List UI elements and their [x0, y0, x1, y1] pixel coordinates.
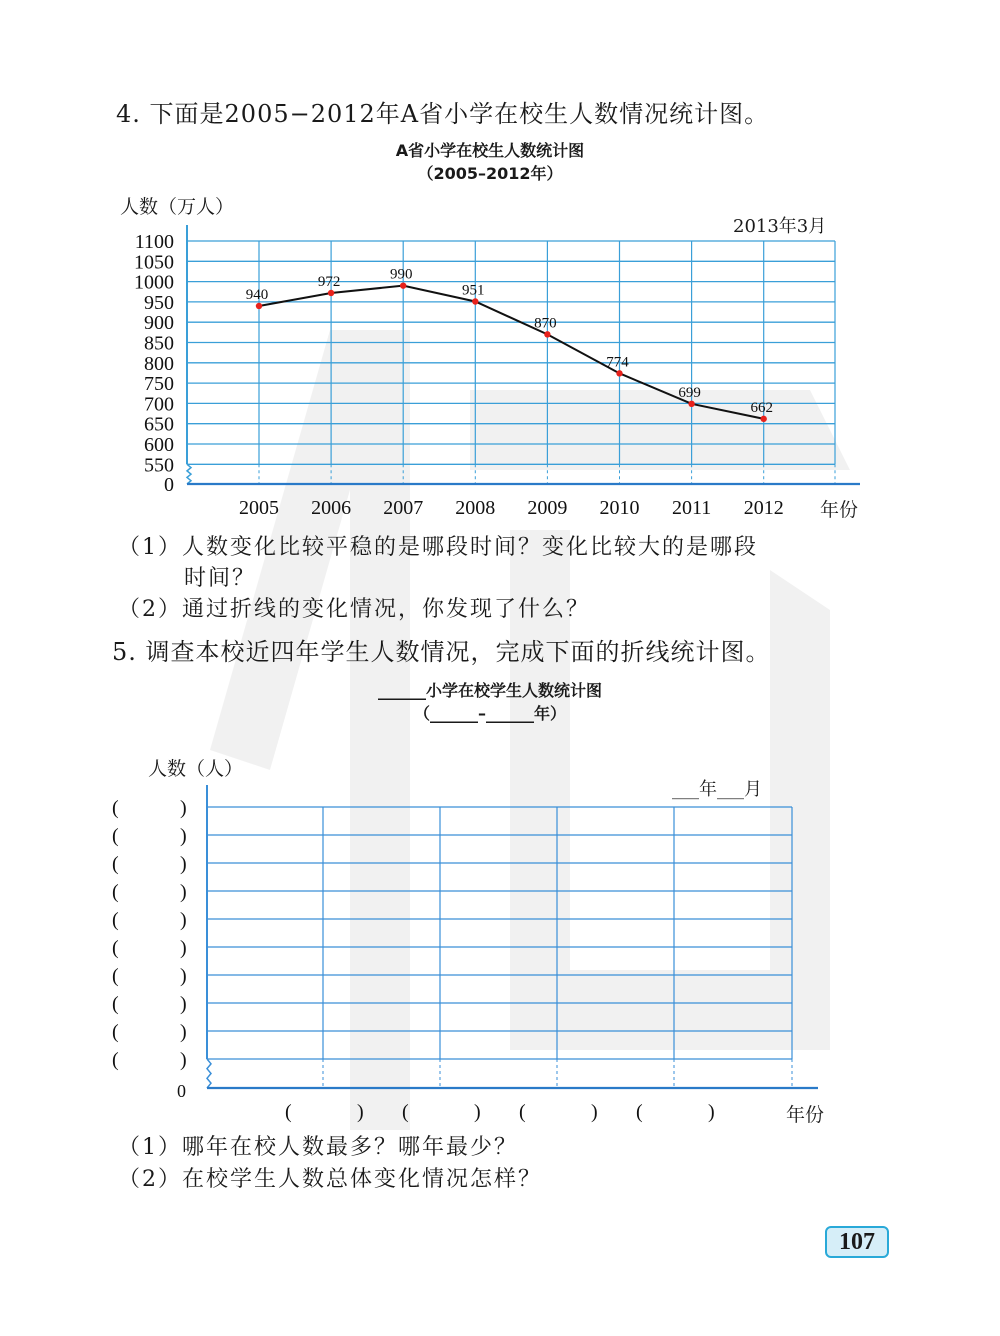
chart2-title: ______小学在校学生人数统计图	[377, 681, 602, 700]
chart2-y-tick-blank: (	[112, 825, 119, 847]
question-5-sub-1: （1）哪年在校人数最多？哪年最少？	[118, 1135, 518, 1160]
chart2-x-tick-blank: )	[357, 1101, 364, 1123]
chart1-x-tick-label: 2010	[599, 497, 640, 519]
chart1-y-tick-label: 850	[144, 332, 174, 355]
chart2-y-tick-blank: (	[112, 797, 119, 819]
chart2-y-tick-blank: )	[180, 881, 187, 903]
chart2-x-tick-blank: (	[402, 1101, 409, 1123]
chart1-date-note: 2013年3月	[733, 216, 827, 237]
chart1-y-tick-label: 650	[144, 413, 174, 436]
chart2-y-tick-blank: )	[180, 797, 187, 819]
chart1-y-tick-label: 900	[144, 312, 174, 335]
chart1-x-tick-label: 2005	[239, 497, 279, 519]
chart1-x-tick-label: 2011	[671, 497, 712, 519]
question-4-sub-1-cont: 时间？	[184, 566, 257, 591]
chart2-y-tick-blank: )	[180, 825, 187, 847]
chart2-x-axis-label: 年份	[786, 1104, 825, 1126]
chart1-y-tick-label: 750	[144, 373, 174, 396]
chart1-y-tick-label: 1000	[134, 271, 174, 294]
question-5-heading: 5. 调查本校近四年学生人数情况，完成下面的折线统计图。	[112, 638, 771, 666]
chart2-x-tick-blank: (	[519, 1101, 526, 1123]
chart1-data-label: 990	[389, 266, 413, 283]
chart2-y-tick-blank: (	[112, 881, 119, 903]
chart1-data-label: 870	[534, 315, 557, 332]
chart1-x-axis-label: 年份	[820, 499, 859, 521]
question-4-sub-2: （2）通过折线的变化情况，你发现了什么？	[118, 597, 590, 622]
chart1-y-tick-label: 0	[164, 474, 174, 496]
chart2-x-tick-blank: (	[636, 1101, 643, 1123]
chart1-title: A省小学在校生人数统计图	[395, 141, 585, 160]
chart1-y-tick-label: 800	[144, 352, 174, 375]
chart2-y-tick-blank: )	[180, 965, 187, 987]
chart2-y-tick-blank: (	[112, 909, 119, 931]
chart1-y-tick-label: 700	[144, 393, 174, 416]
chart2-y-tick-blank: )	[180, 909, 187, 931]
chart1-data-label: 662	[750, 399, 773, 416]
chart1-y-tick-label: 600	[144, 434, 174, 456]
chart1-data-label: 699	[678, 384, 701, 401]
chart2-y-tick-blank: (	[112, 937, 119, 959]
chart2-x-tick-blank: )	[708, 1101, 715, 1123]
chart2-x-tick-blank: (	[285, 1101, 292, 1123]
chart1-x-tick-label: 2009	[527, 497, 568, 519]
chart2-subtitle: （______–______年）	[413, 704, 566, 723]
chart2-date-note: ___年___月	[672, 779, 762, 800]
chart1-data-label: 940	[245, 286, 269, 303]
chart1-y-axis-label: 人数（万人）	[120, 196, 235, 218]
chart2-y-tick-blank: )	[180, 853, 187, 875]
chart1-data-label: 951	[462, 282, 485, 299]
chart2-y-axis-label: 人数（人）	[148, 758, 244, 780]
chart1-data-label: 972	[317, 273, 341, 290]
chart1-x-tick-label: 2008	[455, 497, 496, 519]
page-number: 107	[825, 1226, 889, 1258]
chart2-y-tick-blank: )	[180, 993, 187, 1015]
chart2-y-tick-blank: (	[112, 1021, 119, 1043]
chart1-x-tick-label: 2007	[383, 497, 424, 519]
question-4-sub-1: （1）人数变化比较平稳的是哪段时间？变化比较大的是哪段	[118, 535, 758, 560]
chart2-y-tick-blank: )	[180, 1049, 187, 1071]
chart1-subtitle: （2005–2012年）	[417, 164, 563, 183]
chart1-y-tick-label: 550	[144, 454, 174, 477]
chart2-x-tick-blank: )	[591, 1101, 598, 1123]
chart2-y-tick-label: 0	[177, 1081, 186, 1101]
chart1-y-tick-label: 1100	[134, 231, 174, 253]
chart2-y-tick-blank: (	[112, 993, 119, 1015]
chart1-x-tick-label: 2012	[743, 497, 784, 519]
chart2-y-tick-blank: )	[180, 937, 187, 959]
chart2-axis-break	[207, 1059, 211, 1088]
question-4-heading: 4. 下面是2005−2012年A省小学在校生人数情况统计图。	[116, 100, 770, 128]
chart2-y-tick-blank: (	[112, 965, 119, 987]
chart2-y-tick-blank: )	[180, 1021, 187, 1043]
question-5-sub-2: （2）在校学生人数总体变化情况怎样？	[118, 1167, 542, 1192]
chart2-x-tick-blank: )	[474, 1101, 481, 1123]
chart1-y-tick-label: 1050	[134, 251, 174, 274]
chart1-x-tick-label: 2006	[311, 497, 352, 519]
chart2-y-tick-blank: (	[112, 853, 119, 875]
chart1-y-tick-label: 950	[144, 291, 174, 314]
chart2-y-tick-blank: (	[112, 1049, 119, 1071]
chart1-data-label: 774	[606, 354, 629, 371]
